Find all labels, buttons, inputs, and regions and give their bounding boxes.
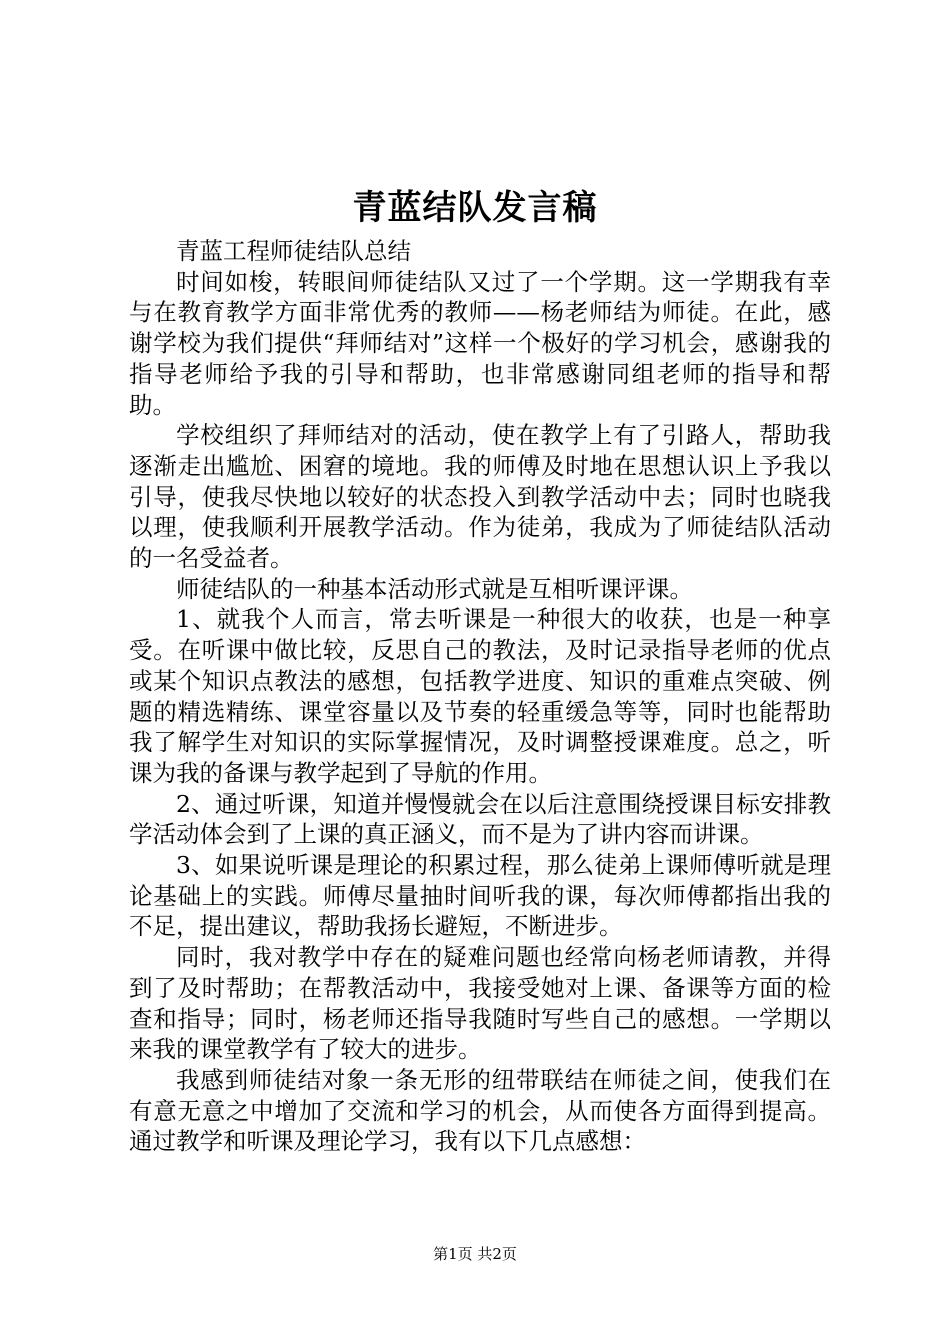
paragraph-subtitle: 青蓝工程师徒结队总结 bbox=[176, 237, 411, 265]
paragraph: 3、如果说听课是理论的积累过程，那么徒弟上课师傅听就是理论基础上的实践。师傅尽量抽时间听我的课，每次师傅都指出我的不足，提出建议，帮助我扬长避短，不断进步。 bbox=[129, 851, 831, 941]
paragraph: 1、就我个人而言，常去听课是一种很大的收获，也是一种享受。在听课中做比较，反思自己的教法，及时记录指导老师的优点或某个知识点教法的感想，包括教学进度、知识的重难点突破、例题的精选精练、课堂容量以及节奏的轻重缓急等等，同时也能帮助我了解学生对知识的实际掌握情况，及时调整授课难度。总之，听课为我的备课与教学起到了导航的作用。 bbox=[129, 605, 831, 787]
paragraph: 师徒结队的一种基本活动形式就是互相听课评课。 bbox=[176, 574, 693, 603]
document-title: 青蓝结队发言稿 bbox=[352, 188, 598, 228]
paragraph: 时间如梭，转眼间师徒结队又过了一个学期。这一学期我有幸与在教育教学方面非常优秀的教师——杨老师结为师徒。在此，感谢学校为我们提供“拜师结对”这样一个极好的学习机会，感谢我的指导老师给予我的引导和帮助，也非常感谢同组老师的指导和帮助。 bbox=[129, 267, 831, 419]
document-body bbox=[129, 236, 831, 1157]
paragraph: 2、通过听课，知道并慢慢就会在以后注意围绕授课目标安排教学活动体会到了上课的真正涵义，而不是为了讲内容而讲课。 bbox=[129, 789, 831, 849]
page-footer: 第1页 共2页 bbox=[433, 1245, 517, 1263]
paragraph: 学校组织了拜师结对的活动，使在教学上有了引路人，帮助我逐渐走出尴尬、困窘的境地。我的师傅及时地在思想认识上予我以引导，使我尽快地以较好的状态投入到教学活动中去；同时也晓我以理，使我顺利开展教学活动。作为徒弟，我成为了师徒结队活动的一名受益者。 bbox=[129, 421, 831, 573]
paragraph: 同时，我对教学中存在的疑难问题也经常向杨老师请教，并得到了及时帮助；在帮教活动中，我接受她对上课、备课等方面的检查和指导；同时，杨老师还指导我随时写些自己的感想。一学期以来我的课堂教学有了较大的进步。 bbox=[129, 943, 831, 1064]
paragraph: 我感到师徒结对象一条无形的纽带联结在师徒之间，使我们在有意无意之中增加了交流和学习的机会，从而使各方面得到提高。通过教学和听课及理论学习，我有以下几点感想： bbox=[129, 1065, 831, 1156]
